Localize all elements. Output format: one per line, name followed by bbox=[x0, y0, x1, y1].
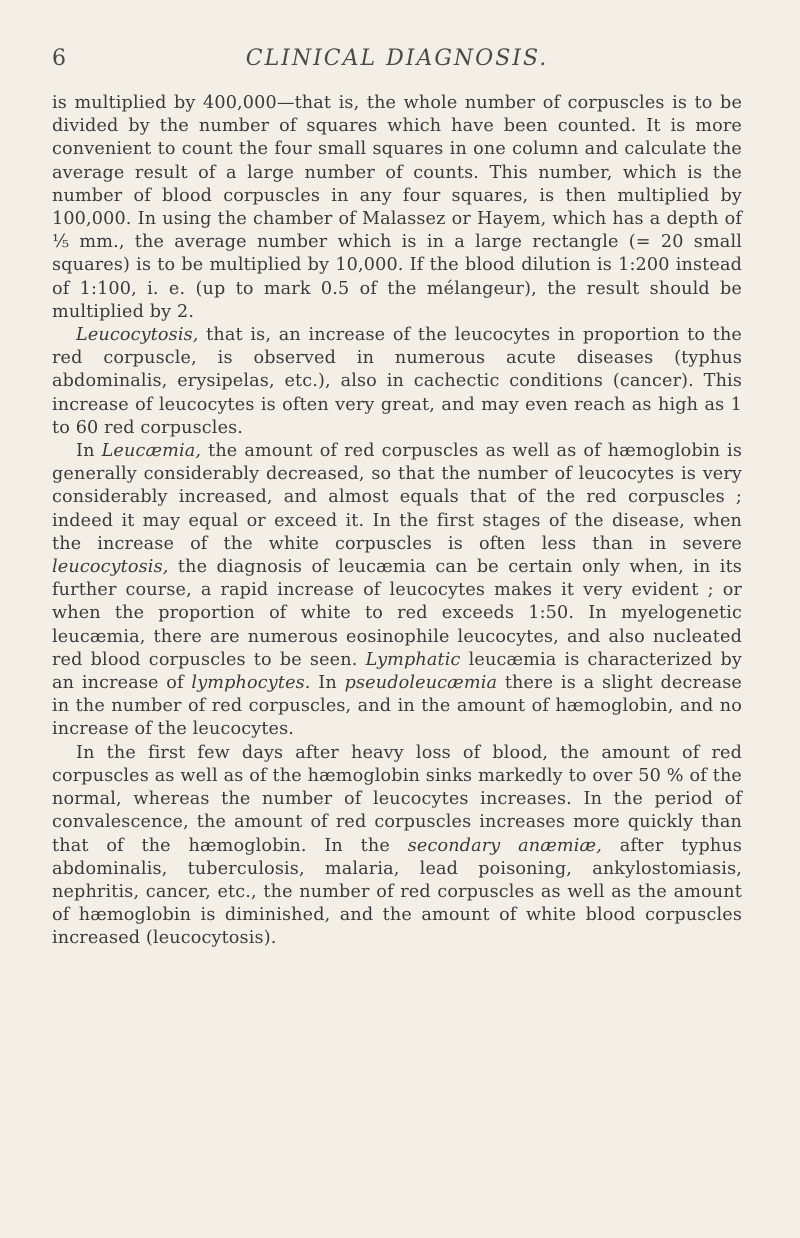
book-page bbox=[52, 46, 742, 1226]
paragraph-blood-loss-text: In the first few days after heavy loss of blood, the amount of red corpuscles as well as of the hæmoglobin sinks markedly to over 50 % of the normal, whereas the number of leucocytes increases. In the period of convalescence, the amount of red corpuscles increases more quickly than that of the hæmoglobin. In the bbox=[52, 742, 742, 856]
paragraph-counting-method: is multiplied by 400,000—that is, the whole number of corpuscles is to be divided by the number of squares which have been counted. It is more convenient to count the four small squares in one column and calculate the average result of a large number of counts. This number, which is the number of blood corpuscles in any four squares, is then multiplied by 100,000. In using the chamber of Malassez or Hayem, which has a depth of ⅕ mm., the average number which is in a large rectangle (= 20 small squares) is to be multiplied by 10,000. If the blood dilution is 1:200 instead of 1:100, i. e. (up to mark 0.5 of the mélangeur), the result should be multiplied by 2. bbox=[52, 93, 742, 322]
running-title: CLINICAL DIAGNOSIS. bbox=[245, 46, 549, 71]
paragraph-leucocytosis-text: that is, an increase of the leucocytes in proportion to the red corpuscle, is observed in numerous acute diseases (typhus abdominalis, erysipelas, etc.), also in cachectic conditions (cancer). This increase of leucocytes is often very great, and may even reach as high as 1 to 60 red corpuscles. bbox=[52, 325, 742, 438]
term-pseudoleucaemia: pseudoleucæmia bbox=[344, 673, 498, 694]
term-leucaemia: Leucæmia, bbox=[101, 441, 202, 462]
term-lymphatic: Lymphatic bbox=[365, 649, 461, 670]
paragraph-leucaemia-text-5: there is a slight decrease in the number of red corpuscles, and in the amount of hæmoglobin, and no increase of the leucocytes. bbox=[52, 673, 742, 740]
term-leucocytosis: Leucocytosis, bbox=[76, 325, 199, 346]
paragraph-leucocytosis bbox=[52, 324, 742, 440]
page-number: 6 bbox=[52, 46, 68, 71]
term-lymphocytes: lymphocytes. bbox=[191, 673, 311, 694]
paragraph-blood-loss-text-2: after typhus abdominalis, tuberculosis, malaria, lead poisoning, ankylostomiasis, nephritis, cancer, etc., the number of red corpuscles as well as the amount of hæmoglobin is diminished, and the amount of white blood corpuscles increased (leucocytosis). bbox=[52, 835, 743, 949]
paragraph-leucaemia bbox=[52, 440, 742, 742]
paragraph-leucaemia-text-3: leucæmia is characterized by an increase of bbox=[52, 649, 742, 694]
term-leucocytosis-inline: leucocytosis, bbox=[52, 557, 169, 578]
paragraph-leucaemia-text: the amount of red corpuscles as well as of hæmoglobin is generally considerably decreased, so that the number of leucocytes is very considerably increased, and almost equals that of the red corpuscles ; indeed it may equal or exceed it. In the first stages of the disease, when the increase of the white corpuscles is often less than in severe bbox=[52, 441, 742, 554]
paragraph-leucaemia-text-2: the diagnosis of leucæmia can be certain only when, in its further course, a rapid increase of leucocytes makes it very evident ; or when the proportion of white to red exceeds 1:50. In myelogenetic leucæmia, there are numerous eosinophile leucocytes, and also nucleated red blood corpuscles to be seen. bbox=[52, 557, 742, 670]
page-header bbox=[52, 46, 742, 82]
paragraph-leucaemia-text-4: In bbox=[310, 673, 345, 694]
term-secondary-anaemiae: secondary anæmiæ, bbox=[407, 835, 602, 856]
paragraph-leucaemia-pre: In bbox=[76, 441, 102, 462]
paragraph-blood-loss bbox=[52, 742, 742, 951]
body-text bbox=[52, 92, 742, 951]
